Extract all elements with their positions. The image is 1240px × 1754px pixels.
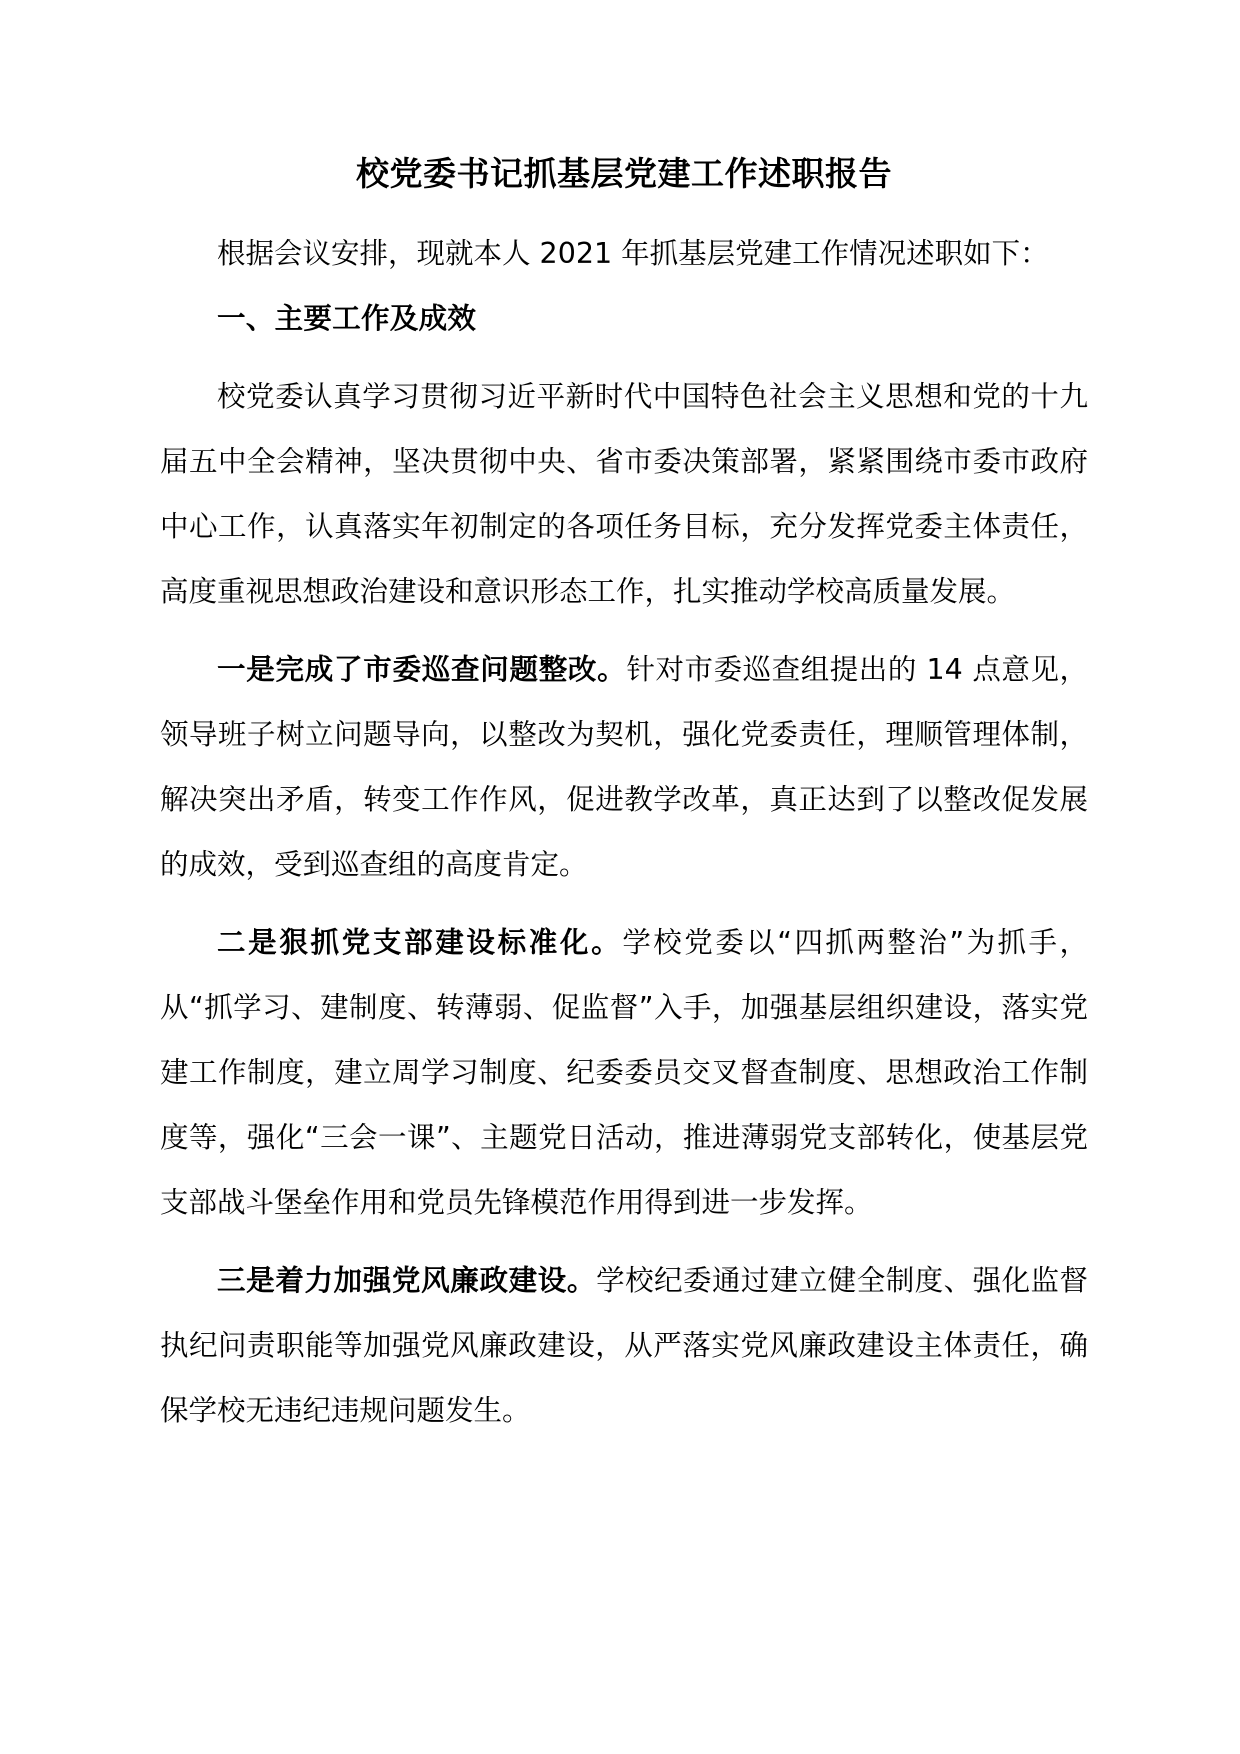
paragraph-2-body: 针对市委巡查组提出的 14 点意见，领导班子树立问题导向，以整改为契机，强化党委责任，理顺管理体制，解决突出矛盾，转变工作作风，促进教学改革，真正达到了以整改促发展的成效，受到巡查组的高度肯定。 (160, 652, 1088, 881)
paragraph-4-body: 学校纪委通过建立健全制度、强化监督执纪问责职能等加强党风廉政建设，从严落实党风廉政建设主体责任，确保学校无违纪违规问题发生。 (160, 1263, 1088, 1427)
section-1-paragraph-1: 校党委认真学习贯彻习近平新时代中国特色社会主义思想和党的十九届五中全会精神，坚决贯彻中央、省市委决策部署，紧紧围绕市委市政府中心工作，认真落实年初制定的各项任务目标，充分发挥党委主体责任，高度重视思想政治建设和意识形态工作，扎实推动学校高质量发展。 (160, 379, 1088, 608)
paragraph-4-lead: 三是着力加强党风廉政建设。 (217, 1263, 597, 1297)
section-heading-1: 一、主要工作及成效 (217, 301, 477, 335)
document-content (160, 0, 1088, 1443)
section-1-paragraph-4 (160, 1248, 1088, 1443)
intro-paragraph: 根据会议安排，现就本人 2021 年抓基层党建工作情况述职如下： (217, 236, 1049, 270)
paragraph-3-body: 学校党委以“四抓两整治”为抓手，从“抓学习、建制度、转薄弱、促监督”入手，加强基层组织建设，落实党建工作制度，建立周学习制度、纪委委员交叉督查制度、思想政治工作制度等，强化“三会一课”、主题党日活动，推进薄弱党支部转化，使基层党支部战斗堡垒作用和党员先锋模范作用得到进一步发挥。 (160, 925, 1089, 1219)
paragraph-2-lead: 一是完成了市委巡查问题整改。 (217, 652, 627, 686)
section-1-paragraph-2 (160, 637, 1088, 897)
page-title: 校党委书记抓基层党建工作述职报告 (356, 154, 892, 193)
paragraph-3-lead: 二是狠抓党支部建设标准化。 (217, 925, 623, 959)
section-1-paragraph-3 (160, 910, 1088, 1235)
